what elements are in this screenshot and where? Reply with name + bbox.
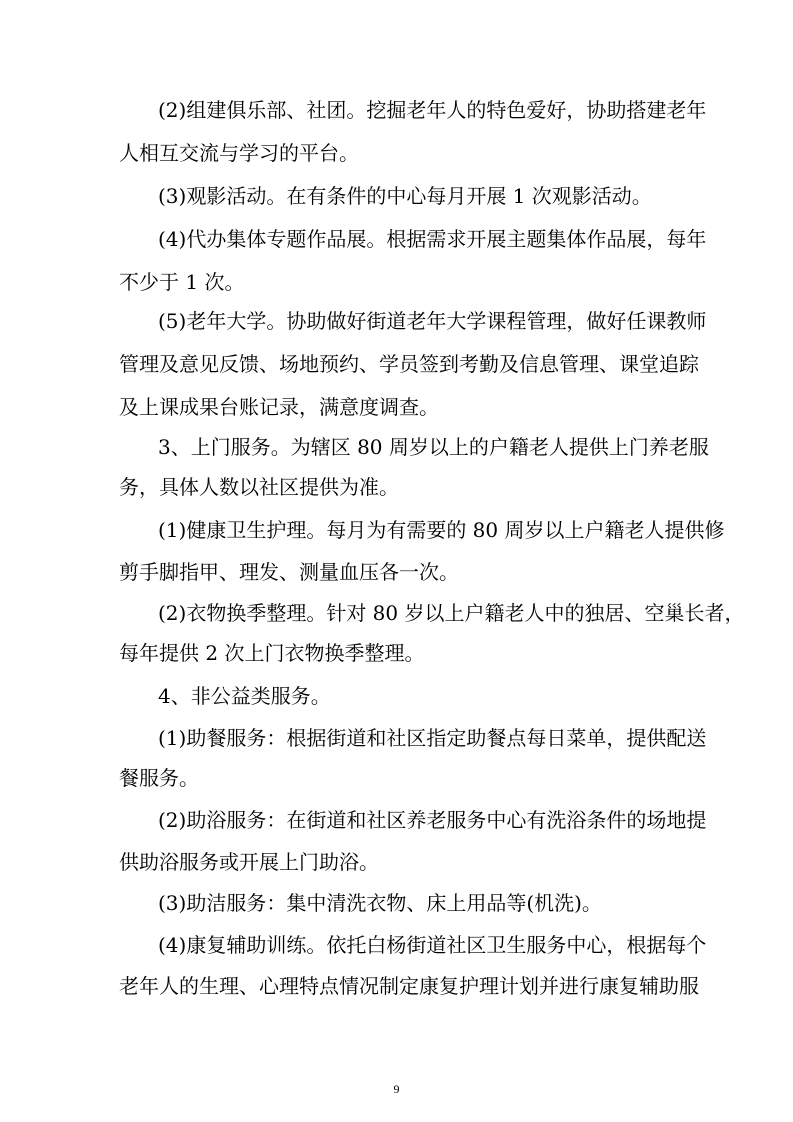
text-line-13: (2)衣物换季整理。针对 80 岁以上户籍老人中的独居、空巢长者，: [158, 601, 745, 625]
text-line-3: (3)观影活动。在有条件的中心每月开展 1 次观影活动。: [158, 184, 652, 208]
text-line-17: 餐服务。: [119, 766, 199, 790]
text-line-9: 3、上门服务。为辖区 80 周岁以上的户籍老人提供上门养老服: [158, 435, 709, 459]
text-line-21: (4)康复辅助训练。依托白杨街道社区卫生服务中心，根据每个: [158, 933, 707, 957]
text-line-18: (2)助浴服务：在街道和社区养老服务中心有洗浴条件的场地提: [158, 808, 707, 832]
text-line-11: (1)健康卫生护理。每月为有需要的 80 周岁以上户籍老人提供修: [158, 518, 725, 542]
text-line-7: 管理及意见反馈、场地预约、学员签到考勤及信息管理、课堂追踪: [119, 352, 699, 376]
text-line-2: 人相互交流与学习的平台。: [119, 141, 359, 165]
text-line-12: 剪手脚指甲、理发、测量血压各一次。: [119, 560, 459, 584]
text-line-6: (5)老年大学。协助做好街道老年大学课程管理，做好任课教师: [158, 309, 707, 333]
text-line-16: (1)助餐服务：根据街道和社区指定助餐点每日菜单，提供配送: [158, 726, 707, 750]
text-line-19: 供助浴服务或开展上门助浴。: [119, 850, 379, 874]
text-line-22: 老年人的生理、心理特点情况制定康复护理计划并进行康复辅助服: [119, 974, 699, 998]
text-line-8: 及上课成果台账记录，满意度调查。: [119, 395, 439, 419]
text-line-20: (3)助洁服务：集中清洗衣物、床上用品等(机洗)。: [158, 891, 602, 915]
text-line-4: (4)代办集体专题作品展。根据需求开展主题集体作品展，每年: [158, 227, 707, 251]
text-line-15: 4、非公益类服务。: [158, 684, 331, 708]
text-line-14: 每年提供 2 次上门衣物换季整理。: [119, 641, 425, 665]
text-line-1: (2)组建俱乐部、社团。挖掘老年人的特色爱好，协助搭建老年: [158, 98, 707, 122]
page-number: 9: [393, 1082, 400, 1096]
text-line-5: 不少于 1 次。: [119, 270, 245, 294]
text-line-10: 务，具体人数以社区提供为准。: [119, 475, 399, 499]
